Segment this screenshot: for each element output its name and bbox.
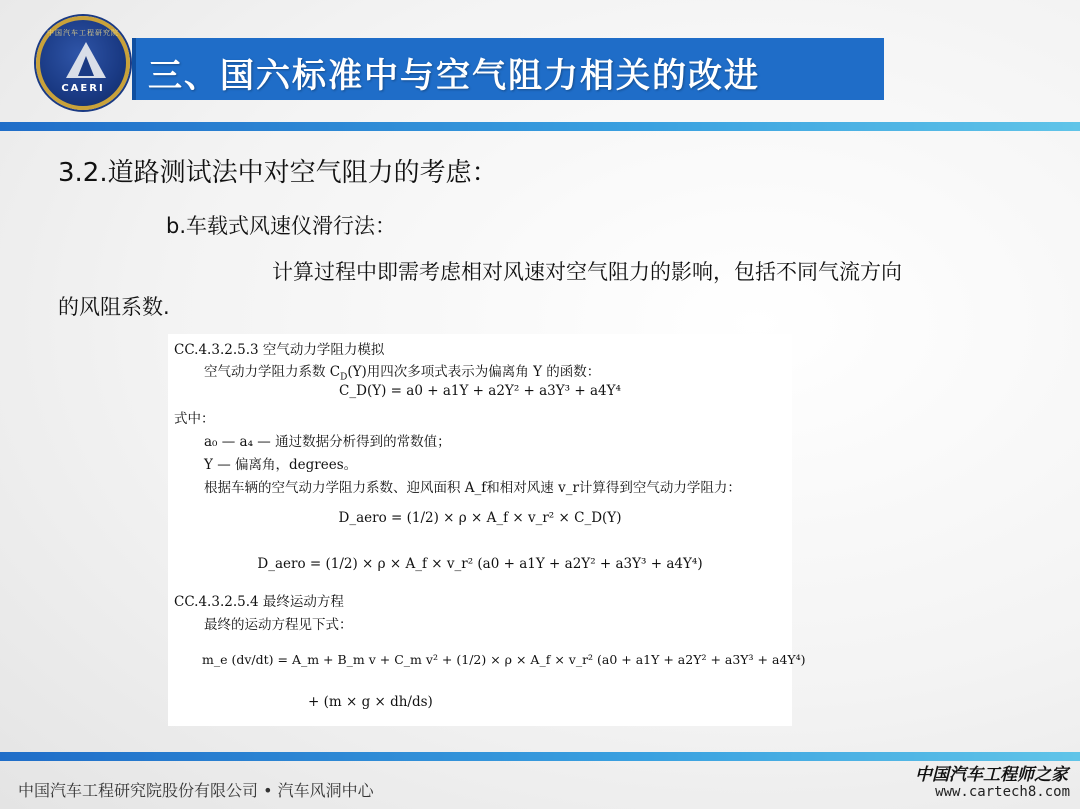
body-paragraph-line-1: 计算过程中即需考虑相对风速对空气阻力的影响，包括不同气流方向: [272, 260, 902, 284]
footer-organization: 中国汽车工程研究院股份有限公司 • 汽车风洞中心: [18, 781, 374, 800]
definition-drag-intro: 根据车辆的空气动力学阻力系数、迎风面积 A_f和相对风速 v_r计算得到空气动力学阻力：: [204, 480, 741, 496]
body-paragraph-line-2: 的风阻系数.: [58, 295, 170, 319]
equation-daero-polynomial: D_aero = (1/2) × ρ × A_f × v_r² (a0 + a1Y + a2Y² + a3Y³ + a4Y⁴): [257, 556, 703, 572]
logo-brand-text: CAERI: [61, 83, 105, 94]
clause-intro-motion-equation: 最终的运动方程见下式：: [204, 617, 353, 633]
equation-motion: m_e (dv/dt) = A_m + B_m v + C_m v² + (1/2) × ρ × A_f × v_r² (a0 + a1Y + a2Y² + a3Y³ + a4Y⁴): [202, 652, 806, 667]
equation-cd-polynomial: C_D(Y) = a0 + a1Y + a2Y² + a3Y³ + a4Y⁴: [339, 383, 621, 399]
definition-coefficients: a₀ — a₄ — 通过数据分析得到的常数值；: [204, 434, 451, 450]
clause-intro-aero-drag: 空气动力学阻力系数 $C_D(Y)$用四次多项式表示为偏离角 Y 的函数：: [204, 364, 601, 383]
definition-yaw-angle: Y — 偏离角，degrees。: [204, 457, 358, 473]
watermark-url: www.cartech8.com: [935, 784, 1070, 800]
logo-inner-triangle-icon: [78, 56, 94, 76]
clause-title-aero-drag: CC.4.3.2.5.3 空气动力学阻力模拟: [174, 342, 385, 358]
standard-excerpt-image: [168, 334, 806, 726]
watermark-chinese: 中国汽车工程师之家: [915, 765, 1068, 785]
where-label: 式中：: [174, 411, 215, 427]
section-heading: 3.2.道路测试法中对空气阻力的考虑：: [58, 158, 498, 188]
page-title: 三、国六标准中与空气阻力相关的改进: [148, 56, 760, 96]
title-bar: [132, 38, 884, 100]
top-divider-stripe: [0, 122, 1080, 131]
equation-daero-cd: D_aero = (1/2) × ρ × A_f × v_r² × C_D(Y): [338, 510, 622, 526]
subsection-heading: b.车载式风速仪滑行法：: [166, 214, 397, 238]
logo-ring-text: 中国汽车工程研究院: [47, 29, 119, 37]
caeri-logo: [36, 16, 130, 110]
equation-motion-continuation: + (m × g × dh/ds): [308, 694, 433, 710]
clause-title-motion-equation: CC.4.3.2.5.4 最终运动方程: [174, 594, 344, 610]
